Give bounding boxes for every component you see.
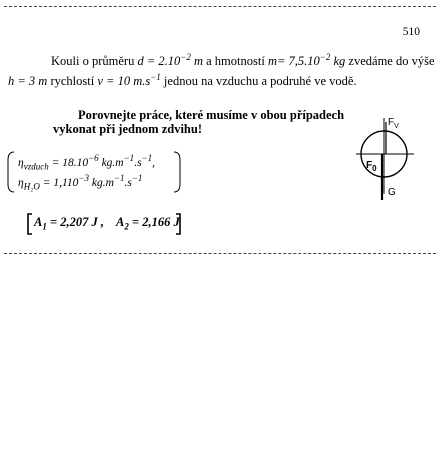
- mass-expression: $m= 7,5.10^{-2}$ kg: [267, 51, 346, 68]
- force-diagram: [348, 112, 428, 212]
- velocity-expression: v = 10 $m.s^{-1}$: [97, 71, 161, 88]
- problem-text: a hmotností: [206, 54, 265, 68]
- f0-label: $F_0$: [366, 160, 377, 173]
- left-bracket: [8, 152, 14, 192]
- problem-text: Kouli o průměru: [51, 54, 135, 68]
- problem-line-2: [8, 71, 357, 89]
- answer-left-bracket: [28, 214, 32, 234]
- height-expression: h = 3 m: [8, 74, 48, 88]
- problem-text: rychlostí: [50, 74, 95, 88]
- viscosity-water: $\eta_{H_2O} = 1,110^{-3}$ $kg.m^{-1}.s^{-1}$: [18, 173, 143, 192]
- fv-label: $F_V$: [388, 117, 399, 130]
- bottom-divider: [4, 253, 436, 254]
- problem-text: jednou na vzduchu a podruhé ve vodě.: [163, 74, 357, 88]
- task-line-1: Porovnejte práce, které musíme v obou případech: [78, 108, 345, 122]
- answer-a2: $A_2 = 2,166$ J: [116, 215, 180, 232]
- top-divider: [4, 6, 436, 7]
- problem-line-1: [51, 51, 435, 69]
- g-label: G: [388, 187, 396, 198]
- answer-a1: $A_1 = 2,207$ J ,: [34, 215, 104, 232]
- diameter-expression: $d = 2.10^{-2}$ m: [137, 51, 203, 68]
- right-bracket: [174, 152, 180, 192]
- viscosity-air: $\eta_{vzduch} = 18.10^{-6}$ $kg.m^{-1}.s^{-1}$,: [18, 153, 155, 172]
- task-line-2: vykonat při jednom zdvihu!: [53, 122, 202, 136]
- answer-values: [34, 215, 180, 230]
- page-number: 510: [402, 26, 420, 38]
- problem-text: zvedáme do výše: [348, 54, 435, 68]
